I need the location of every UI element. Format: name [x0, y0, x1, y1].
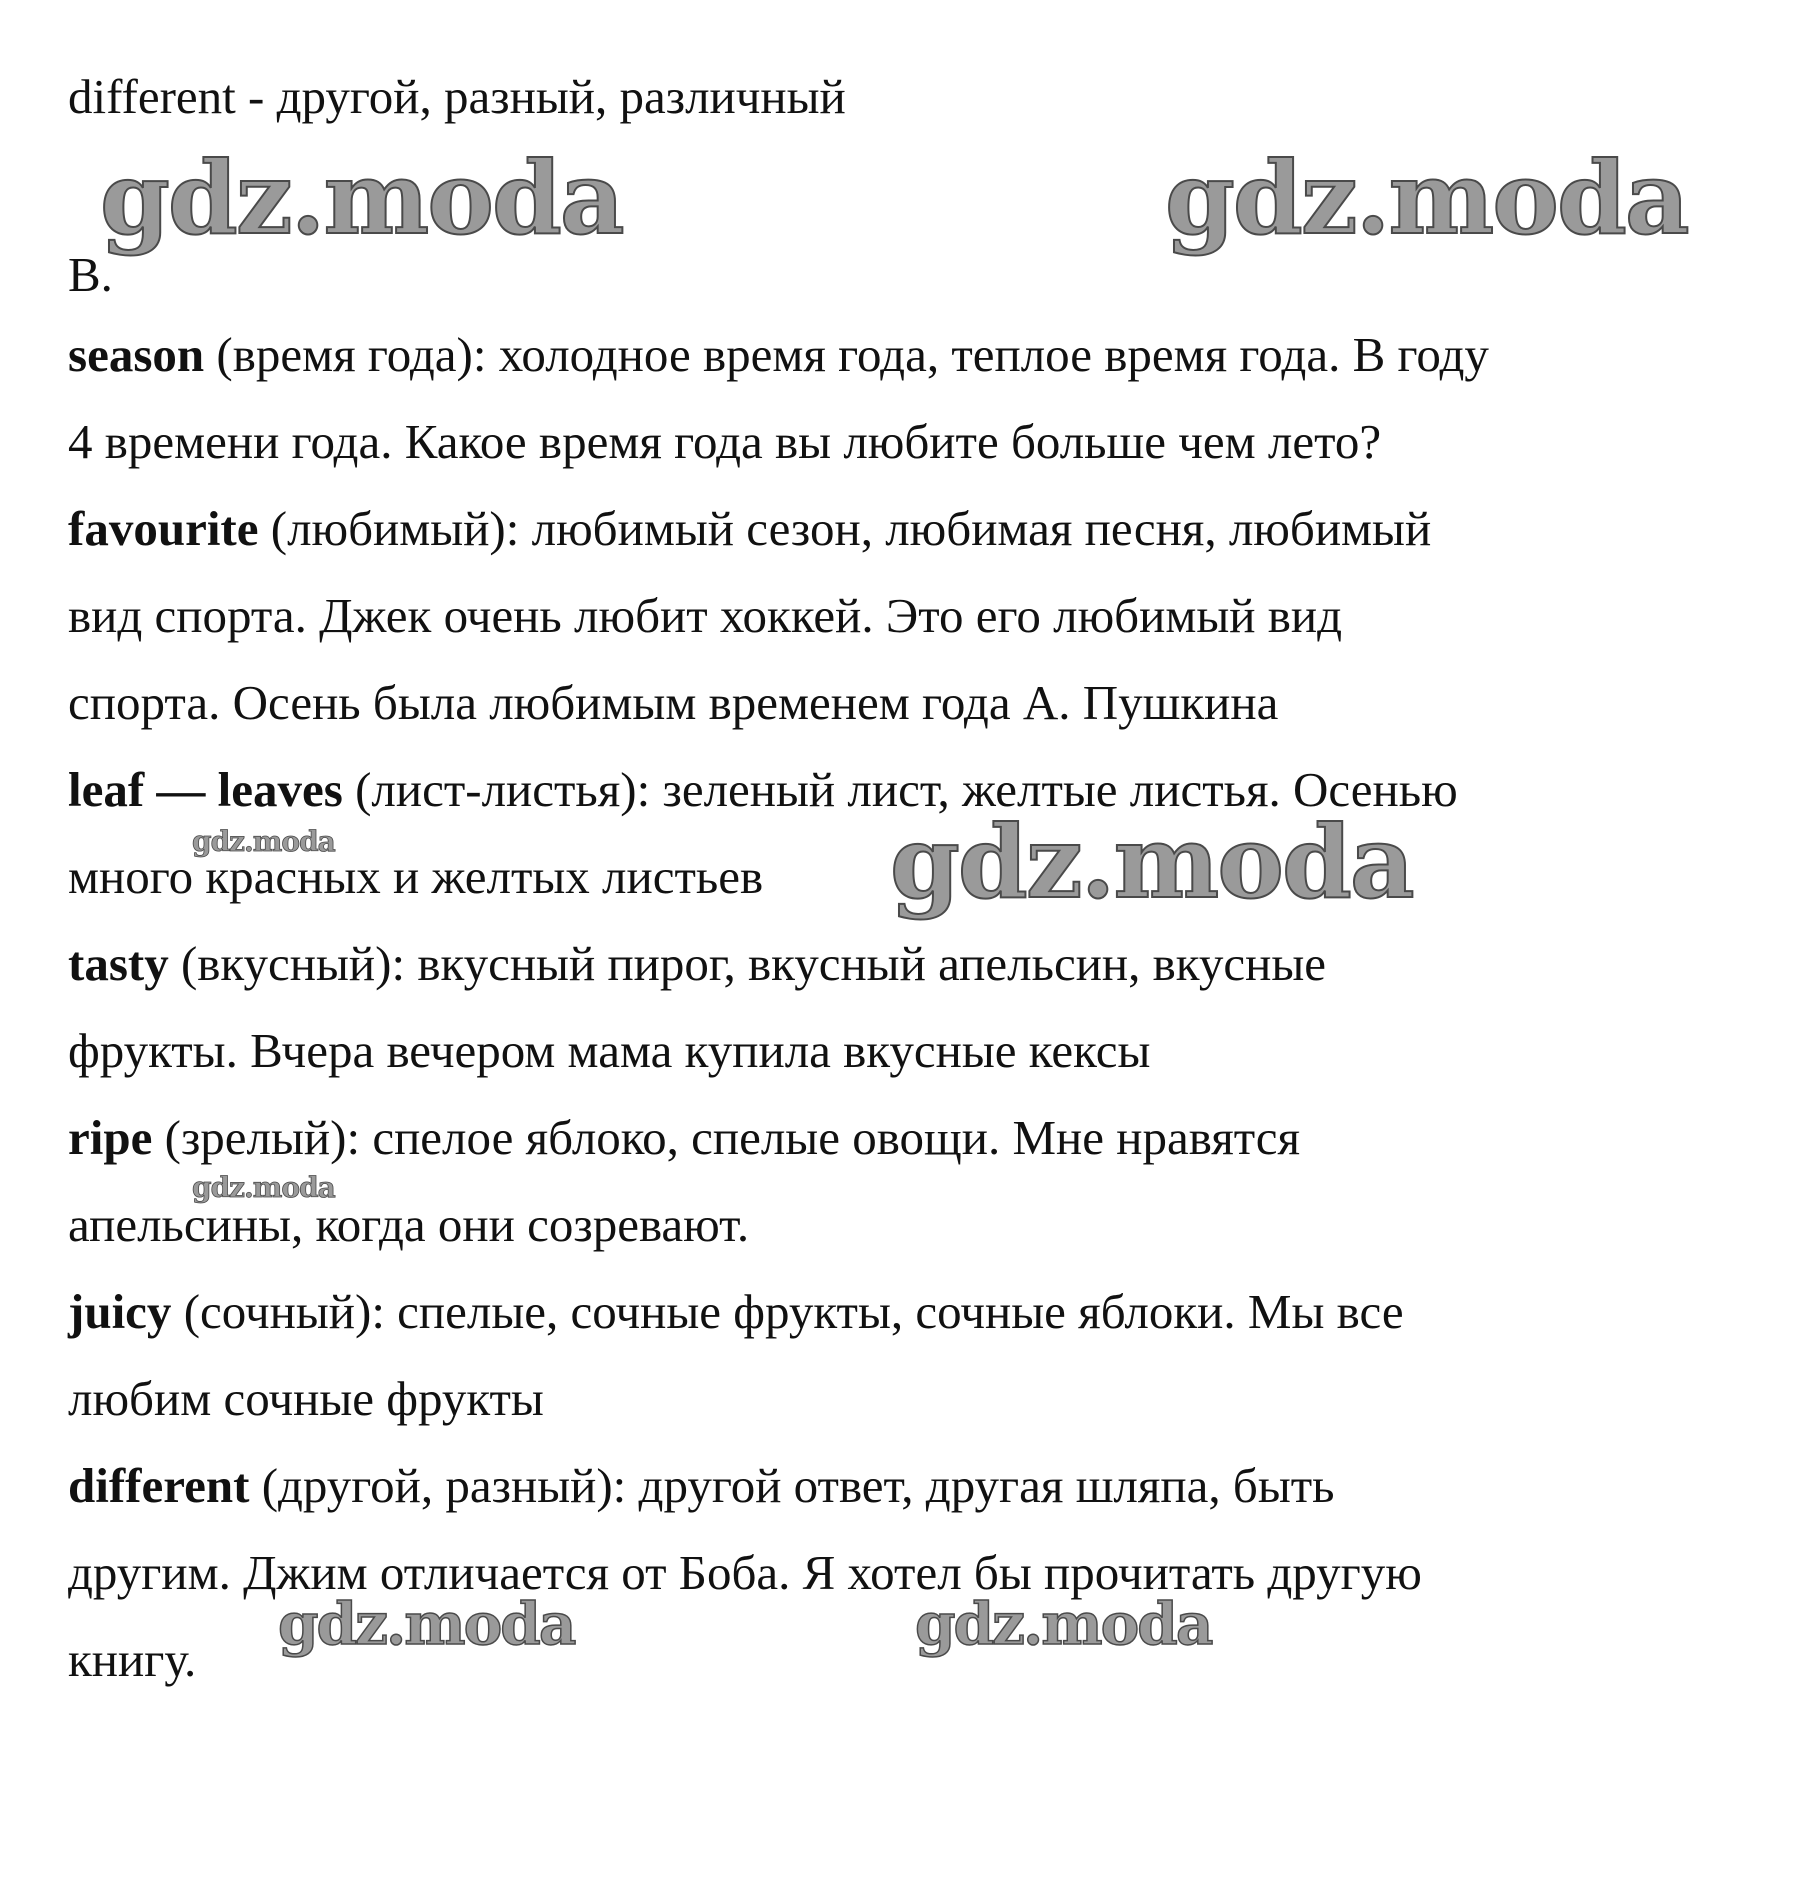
- entry-different-line3: книгу.: [68, 1632, 197, 1687]
- entry-favourite-line3: спорта. Осень была любимым временем года А. Пушкина: [68, 675, 1279, 730]
- entry-season-line1: season (время года): холодное время года, теплое время года. В году: [68, 327, 1489, 382]
- section-label: B.: [68, 247, 113, 302]
- term-favourite: favourite: [68, 501, 259, 556]
- term-leaf: leaf — leaves: [68, 762, 343, 817]
- term-tasty: tasty: [68, 936, 169, 991]
- entry-different-line2: другим. Джим отличается от Боба. Я хотел бы прочитать другую: [68, 1545, 1422, 1600]
- entry-ripe-line2: апельсины, когда они созревают.: [68, 1197, 750, 1252]
- term-juicy: juicy: [68, 1284, 172, 1339]
- entry-favourite-line1: favourite (любимый): любимый сезон, любимая песня, любимый: [68, 501, 1432, 556]
- watermark: gdz.moda: [890, 803, 1413, 921]
- term-ripe: ripe: [68, 1110, 153, 1165]
- watermark: gdz.moda: [915, 1590, 1212, 1658]
- entry-season-line2: 4 времени года. Какое время года вы любите больше чем лето?: [68, 414, 1382, 469]
- term-different: different: [68, 1458, 250, 1513]
- watermark: gdz.moda: [100, 139, 623, 257]
- entry-tasty-line1: tasty (вкусный): вкусный пирог, вкусный апельсин, вкусные: [68, 936, 1327, 991]
- watermark: gdz.moda: [192, 825, 335, 858]
- entry-different-line1: different (другой, разный): другой ответ, другая шляпа, быть: [68, 1458, 1335, 1513]
- entry-ripe-line1: ripe (зрелый): спелое яблоко, спелые овощи. Мне нравятся: [68, 1110, 1301, 1165]
- entry-leaf-line1: leaf — leaves (лист-листья): зеленый лист, желтые листья. Осенью: [68, 762, 1458, 817]
- entry-juicy-line1: juicy (сочный): спелые, сочные фрукты, сочные яблоки. Мы все: [68, 1284, 1404, 1339]
- entry-tasty-line2: фрукты. Вчера вечером мама купила вкусные кексы: [68, 1023, 1151, 1078]
- entry-leaf-line2: много красных и желтых листьев: [68, 849, 764, 904]
- entry-juicy-line2: любим сочные фрукты: [68, 1371, 544, 1426]
- watermark: gdz.moda: [1165, 139, 1688, 257]
- watermark: gdz.moda: [192, 1171, 335, 1204]
- term-season: season: [68, 327, 205, 382]
- top-line: different - другой, разный, различный: [68, 69, 846, 124]
- entry-favourite-line2: вид спорта. Джек очень любит хоккей. Это его любимый вид: [68, 588, 1343, 643]
- watermark: gdz.moda: [278, 1590, 575, 1658]
